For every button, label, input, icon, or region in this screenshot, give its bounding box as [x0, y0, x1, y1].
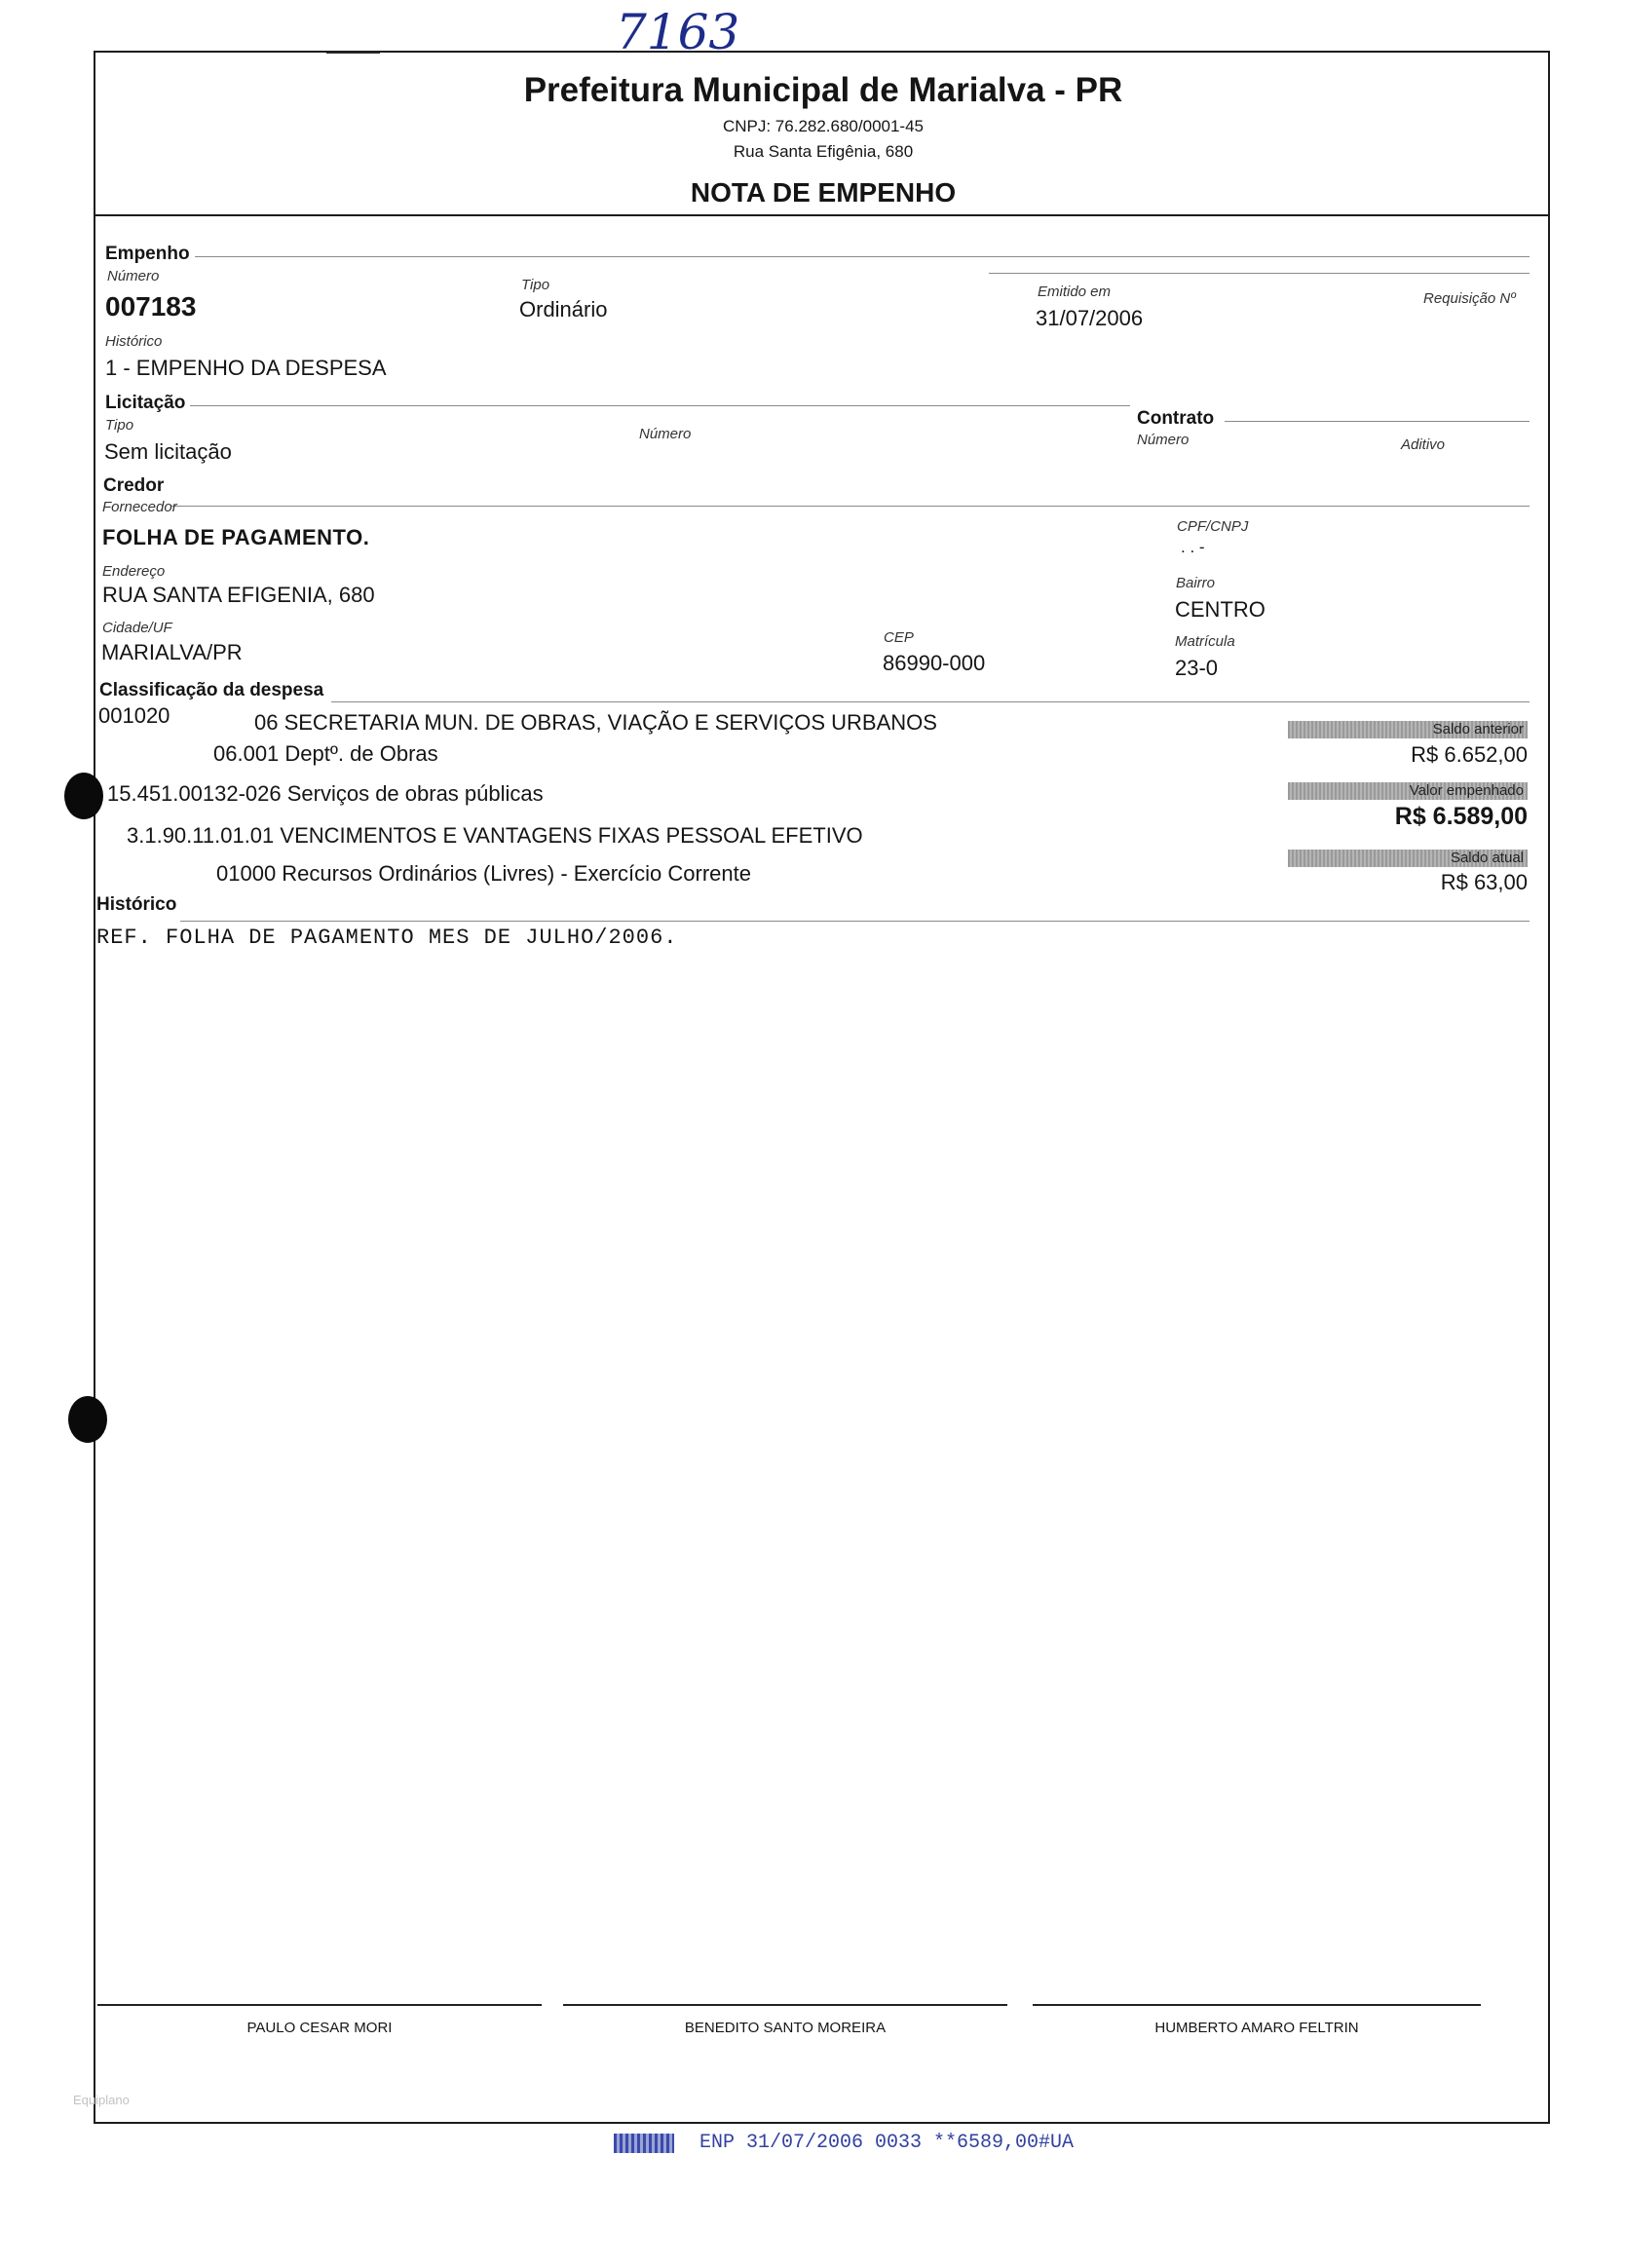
- saldo-anterior-label: Saldo anterior: [1432, 721, 1524, 737]
- empenho-historico: 1 - EMPENHO DA DESPESA: [105, 356, 387, 380]
- historico-rule: [180, 921, 1530, 922]
- matricula-value: 23-0: [1175, 656, 1219, 680]
- signature-line-1: [97, 2004, 542, 2006]
- licitacao-section-label: Licitação: [105, 393, 186, 413]
- valor-empenhado-value: R$ 6.589,00: [1394, 803, 1528, 830]
- signature-name-2: BENEDITO SANTO MOREIRA: [684, 2020, 887, 2036]
- cep-value: 86990-000: [883, 651, 986, 675]
- empenho-historico-label: Histórico: [105, 333, 163, 350]
- fornecedor-label: Fornecedor: [102, 499, 177, 515]
- classificacao-recurso: 01000 Recursos Ordinários (Livres) - Exercício Corrente: [216, 861, 751, 886]
- emitido-label: Emitido em: [1038, 284, 1112, 300]
- saldo-anterior-bar: [1288, 721, 1528, 738]
- empenho-top-rule: [989, 273, 1530, 274]
- credor-rule: [170, 506, 1530, 507]
- document-title: NOTA DE EMPENHO: [690, 177, 957, 208]
- cidade-value: MARIALVA/PR: [101, 640, 243, 664]
- hole-punch-mark: [64, 773, 103, 819]
- historico-section-label: Histórico: [96, 894, 177, 915]
- signature-line-2: [563, 2004, 1007, 2006]
- classificacao-unidade: 06.001 Deptº. de Obras: [213, 741, 438, 766]
- endereco-value: RUA SANTA EFIGENIA, 680: [102, 583, 375, 607]
- bairro-label: Bairro: [1176, 575, 1216, 591]
- classificacao-section-label: Classificação da despesa: [99, 680, 324, 700]
- signature-line-3: [1033, 2004, 1481, 2006]
- contrato-section-label: Contrato: [1137, 408, 1215, 429]
- matricula-label: Matrícula: [1175, 633, 1235, 650]
- valor-empenhado-label: Valor empenhado: [1409, 782, 1524, 799]
- emitido-date: 31/07/2006: [1036, 306, 1144, 330]
- licitacao-tipo: Sem licitação: [104, 439, 232, 464]
- licitacao-numero-label: Número: [639, 426, 692, 442]
- footer-small-text: Equiplano: [73, 2093, 130, 2107]
- saldo-atual-bar: [1288, 850, 1528, 867]
- historico-text: REF. FOLHA DE PAGAMENTO MES DE JULHO/2006.: [96, 926, 678, 950]
- header-divider: [94, 214, 1550, 216]
- classificacao-elemento: 3.1.90.11.01.01 VENCIMENTOS E VANTAGENS FIXAS PESSOAL EFETIVO: [127, 823, 863, 848]
- empenho-rule: [195, 256, 1530, 257]
- cpf-cnpj-label: CPF/CNPJ: [1177, 518, 1249, 535]
- classificacao-orgao: 06 SECRETARIA MUN. DE OBRAS, VIAÇÃO E SERVIÇOS URBANOS: [254, 710, 937, 735]
- endereco-label: Endereço: [102, 563, 166, 580]
- empenho-numero-label: Número: [107, 268, 160, 284]
- saldo-atual-label: Saldo atual: [1450, 850, 1524, 866]
- classificacao-rule: [331, 701, 1530, 702]
- contrato-aditivo-label: Aditivo: [1401, 436, 1446, 453]
- saldo-anterior-value: R$ 6.652,00: [1411, 742, 1528, 767]
- bottom-stamp: ENP 31/07/2006 0033 **6589,00#UA: [699, 2132, 1075, 2154]
- fornecedor-value: FOLHA DE PAGAMENTO.: [102, 525, 370, 549]
- credor-section-label: Credor: [103, 475, 165, 496]
- empenho-tipo: Ordinário: [519, 297, 608, 321]
- licitacao-tipo-label: Tipo: [105, 417, 134, 434]
- empenho-section-label: Empenho: [105, 244, 190, 264]
- signature-name-3: HUMBERTO AMARO FELTRIN: [1154, 2020, 1359, 2036]
- cidade-label: Cidade/UF: [102, 620, 172, 636]
- cpf-cnpj-value: . . -: [1181, 538, 1205, 556]
- contrato-numero-label: Número: [1137, 432, 1190, 448]
- empenho-numero: 007183: [105, 291, 197, 321]
- requisicao-label: Requisição Nº: [1423, 290, 1516, 307]
- saldo-atual-value: R$ 63,00: [1440, 870, 1528, 894]
- hole-punch-mark: [68, 1396, 107, 1443]
- signature-name-1: PAULO CESAR MORI: [246, 2020, 393, 2036]
- valor-empenhado-bar: [1288, 782, 1528, 800]
- licitacao-rule: [190, 405, 1130, 406]
- classificacao-code: 001020: [98, 703, 170, 728]
- municipality-title: Prefeitura Municipal de Marialva - PR: [523, 71, 1123, 109]
- bairro-value: CENTRO: [1175, 597, 1266, 622]
- empenho-tipo-label: Tipo: [521, 277, 550, 293]
- address-text: Rua Santa Efigênia, 680: [733, 142, 914, 161]
- classificacao-funcional: 15.451.00132-026 Serviços de obras públicas: [107, 781, 544, 806]
- cnpj-text: CNPJ: 76.282.680/0001-45: [722, 117, 925, 135]
- handwritten-number: 7163: [616, 4, 740, 60]
- cep-label: CEP: [884, 629, 914, 646]
- contrato-rule: [1225, 421, 1530, 422]
- bottom-stamp-mark: [614, 2134, 674, 2153]
